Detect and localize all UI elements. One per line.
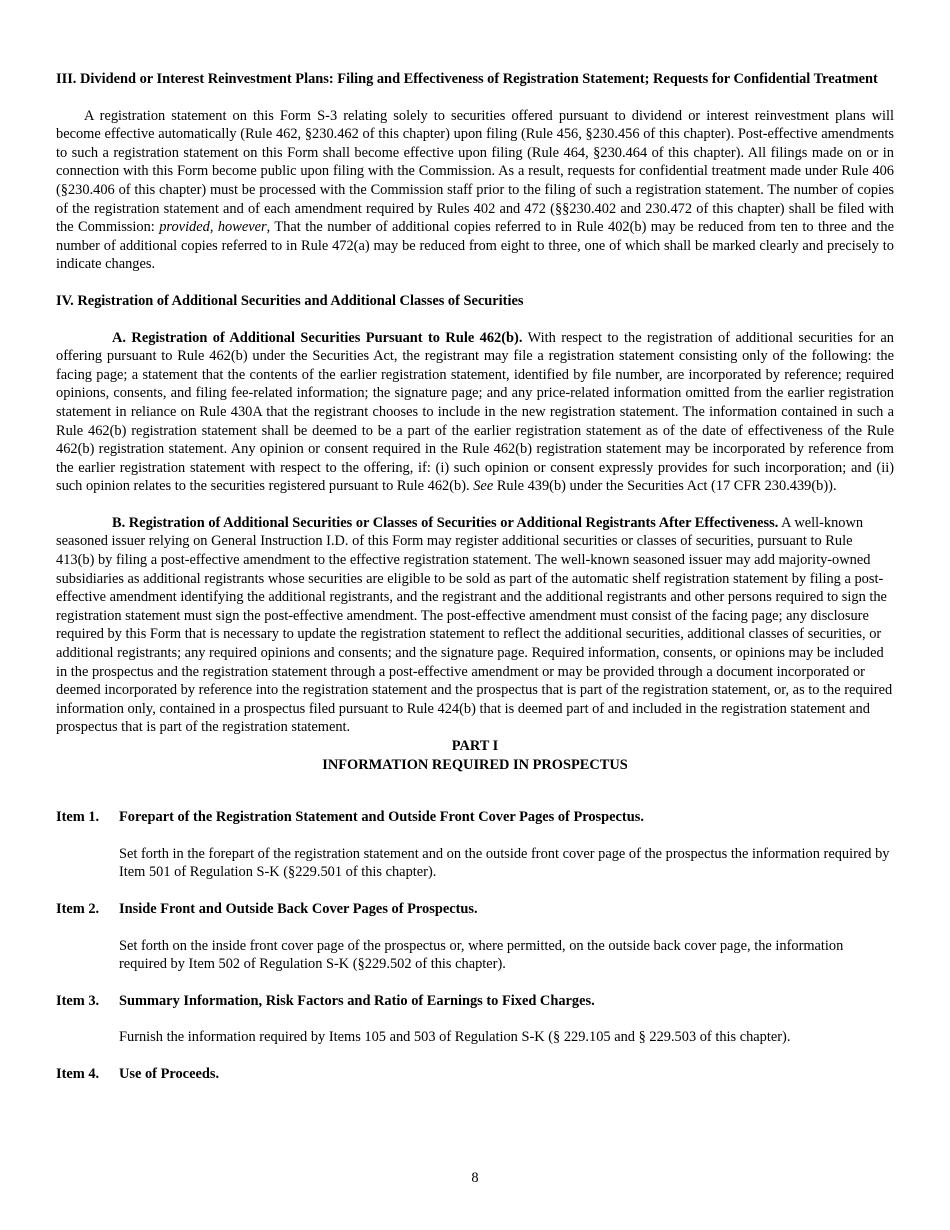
section-iv-b-title: B. Registration of Additional Securities or Classes of Securities or Additional Registrants After Effectiveness. xyxy=(112,514,779,531)
section-iv-a-see: See xyxy=(473,478,494,495)
section-iii-text-b: , That the number of additional copies referred to in Rule 402(b) may be reduced from ten to three and the number of additional copies referred to in Rule 472(a) may be reduced from eight to three, one of which shall be marked clearly and precisely to indicate changes. xyxy=(56,219,894,273)
section-iii-paragraph xyxy=(56,107,894,274)
section-iv-a-text: With respect to the registration of additional securities for an offering pursuant to Rule 462(b) under the Securities Act, the registrant may file a registration statement consisting only of the following: the facing page; a statement that the contents of the earlier registration statement, identified by file number, are incorporated by reference; required opinions, consents, and filing fee-related information; the signature page; and any price-related information omitted from the earlier registration statement in reliance on Rule 430A that the registrant chooses to include in the new registration statement. The information contained in such a Rule 462(b) registration statement shall be deemed to be a part of the earlier registration statement as of the date of effectiveness of the Rule 462(b) registration statement. Any opinion or consent required in the Rule 462(b) registration statement may be incorporated by reference from the earlier registration statement with respect to the offering, if: (i) such opinion or consent expressly provides for such incorporation; and (ii) such opinion relates to the securities registered pursuant to Rule 462(b). xyxy=(56,329,895,495)
item-3-body: Furnish the information required by Items 105 and 503 of Regulation S-K (§ 229.105 and § 229.503 of this chapter). xyxy=(119,1029,791,1046)
item-2-body: Set forth on the inside front cover page of the prospectus or, where permitted, on the outside back cover page, the information required by Item 502 of Regulation S-K (§229.502 of this chapter). xyxy=(119,937,844,973)
part-i-subtitle: INFORMATION REQUIRED IN PROSPECTUS xyxy=(322,756,628,773)
item-4-heading xyxy=(56,1065,894,1084)
section-iv-b-text: A well-known seasoned issuer relying on General Instruction I.D. of this Form may register additional securities or classes of securities, pursuant to Rule 413(b) by filing a post-effective amendment to the effective registration statement. The well-known seasoned issuer may add majority-owned subsidiaries as additional registrants whose securities are eligible to be sold as part of the automatic shelf registration statement by filing a post-effective amendment identifying the additional registrants, and the registrant and the additional registrants and other persons required to sign the registration statement must sign the post-effective amendment. The post-effective amendment must consist of the facing page; any disclosure required by this Form that is necessary to update the registration statement to reflect the additional securities, additional classes of securities, or additional registrants; any required opinions and consents; and the signature page. Required information, consents, or opinions may be included in the prospectus and the registration statement through a post-effective amendment or may be provided through a document incorporated or deemed incorporated by reference into the registration statement and the prospectus that is part of the registration statement, or, as to the required information only, contained in a prospectus filed pursuant to Rule 424(b) that is deemed part of and included in the registration statement and prospectus that is part of the registration statement. xyxy=(56,514,893,736)
item-1-title: Forepart of the Registration Statement and Outside Front Cover Pages of Prospectus. xyxy=(119,809,644,826)
item-4-title: Use of Proceeds. xyxy=(119,1065,220,1082)
section-iv-a-paragraph xyxy=(56,329,894,496)
item-3-title: Summary Information, Risk Factors and Ratio of Earnings to Fixed Charges. xyxy=(119,992,595,1009)
part-i-title: PART I xyxy=(451,738,499,754)
item-1-number: Item 1. xyxy=(56,809,100,826)
item-1-body: Set forth in the forepart of the registration statement and on the outside front cover page of the prospectus the information required by Item 501 of Regulation S-K (§229.501 of this chapter). xyxy=(119,845,890,881)
item-2-title: Inside Front and Outside Back Cover Pages of Prospectus. xyxy=(119,900,478,917)
item-3-number: Item 3. xyxy=(56,992,100,1009)
item-3-heading xyxy=(56,992,894,1011)
page-number: 8 xyxy=(471,1170,479,1186)
section-iii-text-a: A registration statement on this Form S-3 relating solely to securities offered pursuant to dividend or interest reinvestment plans will become effective automatically (Rule 462, §230.462 of this chapter) upon filing (Rule 456, §230.456 of this chapter). Post-effective amendments to such a registration statement on this Form shall become effective upon filing (Rule 464, §230.464 of this chapter). All filings made on or in connection with this Form become public upon filing with the Commission. As a result, requests for confidential treatment made under Rule 406 (§230.406 of this chapter) must be processed with the Commission staff prior to the filing of such a registration statement. The number of copies of the registration statement and of each amendment required by Rules 402 and 472 (§§230.402 and 230.472 of this chapter) shall be filed with the Commission: xyxy=(56,107,894,236)
section-iv-a-title: A. Registration of Additional Securities Pursuant to Rule 462(b). xyxy=(112,329,523,346)
section-iii-heading: III. Dividend or Interest Reinvestment Plans: Filing and Effectiveness of Registration Statement; Requests for Confidential Treatment xyxy=(56,71,878,87)
section-iv-heading: IV. Registration of Additional Securities and Additional Classes of Securities xyxy=(56,292,524,309)
section-iv-a-tail: Rule 439(b) under the Securities Act (17 CFR 230.439(b)). xyxy=(493,478,837,495)
document-page xyxy=(56,70,894,1084)
item-2-number: Item 2. xyxy=(56,900,100,917)
item-4-number: Item 4. xyxy=(56,1065,100,1082)
section-iv-b-paragraph xyxy=(56,514,894,737)
item-1-heading xyxy=(56,808,894,827)
section-iii-italic: provided, however xyxy=(159,219,267,236)
item-2-heading xyxy=(56,900,894,919)
